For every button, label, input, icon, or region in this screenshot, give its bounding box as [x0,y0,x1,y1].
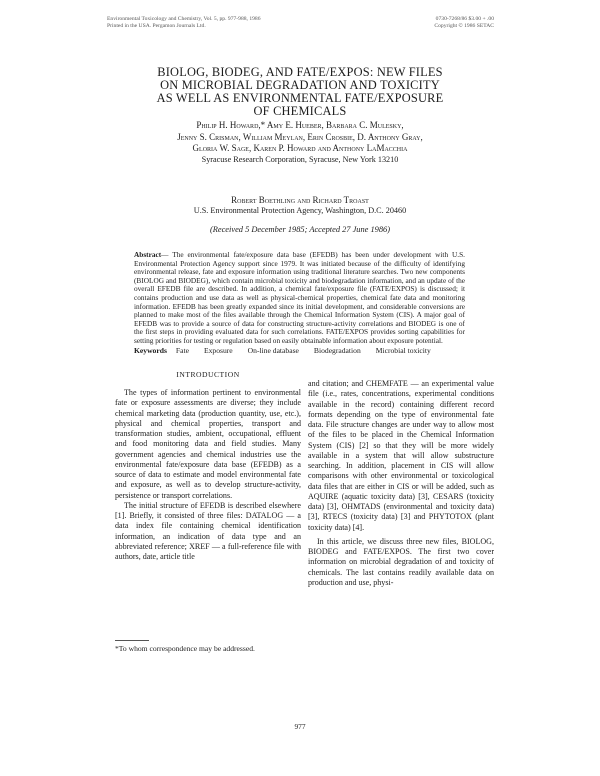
page-number: 977 [294,722,306,731]
keyword: Biodegradation [313,346,361,355]
paragraph: In this article, we discuss three new files, BIOLOG, BIODEG and FATE/EXPOS. The first two cover information on microbial degradation of and toxicity of chemicals. The last contains readily available data on production and use, physi- [308,536,494,587]
copyright: Copyright © 1986 SETAC [434,23,494,29]
keyword: Exposure [203,346,233,355]
title-line: ON MICROBIAL DEGRADATION AND TOXICITY [160,78,440,92]
journal-citation: Environmental Toxicology and Chemistry, Vol. 5, pp. 977-988, 1986 [107,16,261,22]
article-title [110,66,490,118]
footnote: *To whom correspondence may be addressed. [115,644,255,653]
author-line: Jenny S. Crisman, William Meylan, Erin Crosbie, D. Anthony Gray, [177,131,423,142]
abstract-label: Abstract [134,250,162,259]
section-heading: INTRODUCTION [176,370,240,379]
journal-header-left [107,16,261,30]
keyword: Microbial toxicity [375,346,431,355]
received-dates: (Received 5 December 1985; Accepted 27 June 1986) [209,225,391,234]
author-line: Gloria W. Sage, Karen P. Howard and Anthony LaMacchia [192,143,408,154]
keywords [134,346,431,355]
author-block-2 [110,195,490,215]
printed-in: Printed in the USA. Pergamon Journals Ltd. [107,23,206,29]
author-line: Robert Boethling and Richard Troast [231,195,369,205]
right-column [308,379,494,588]
title-line: OF CHEMICALS [253,104,347,118]
affiliation: U.S. Environmental Protection Agency, Washington, D.C. 20460 [193,206,407,215]
affiliation: Syracuse Research Corporation, Syracuse, New York 13210 [201,154,399,164]
journal-header-right [434,16,494,30]
keyword: On-line database [247,346,299,355]
title-line: BIOLOG, BIODEG, AND FATE/EXPOS: NEW FILES [157,65,443,79]
author-block [110,120,490,164]
author-line: Philip H. Howard,* Amy E. Hueber, Barbara C. Mulesky, [196,120,404,130]
footnote-rule [115,640,149,641]
paragraph: The types of information pertinent to environmental fate or exposure assessments are diverse; they include chemical marketing data (production quantity, use, etc.), physical and chemical properties, transport and transformation studies, ambient, occupational, effluent and food monitoring data and field studies. Many government agencies and chemical industries use the environmental fate/exposure data base (EFEDB) as a source of data to estimate and model environmental fate and exposure, as well as to develop structure-activity, persistence or transport correlations. [115,388,301,500]
abstract [134,251,465,346]
issn-price: 0730-7268/86 $3.00 + .00 [435,16,494,22]
keyword: Fate [175,346,189,355]
keywords-label: Keywords [134,346,167,355]
title-line: AS WELL AS ENVIRONMENTAL FATE/EXPOSURE [156,91,444,105]
left-column [115,388,301,562]
abstract-text: — The environmental fate/exposure data base (EFEDB) has been under development with U.S. Environmental Protection Agency support since 1979. It was initiated because of the difficulty of identifying environmental release, fate and exposure information using traditional literature searches. Two new components (BIOLOG and BIODEG), which contain microbial toxicity and biodegradation information, and an update of the overall EFEDB file are described. In addition, a chemical fate/exposure file (FATE/EXPOS) is discussed; it contains production and use data as well as physical-chemical properties, chemical fate data and monitoring information. EFEDB has been greatly expanded since its initial development, and considerable conversions are planned to make most of the files available through the Chemical Information System (CIS). A major goal of EFEDB was to provide a source of data for constructing structure-activity correlations and BIODEG is one of the first steps in providing evaluated data for such correlations. FATE/EXPOS provides sorting capabilities for setting priorities for testing or regulation based on easily obtainable information about exposure potential. [134,250,465,345]
paragraph: The initial structure of EFEDB is described elsewhere [1]. Briefly, it consisted of three files: DATALOG — a data index file containing chemical identification information, an indication of data type and an abbreviated reference; XREF — a full-reference file with authors, date, article title [115,500,301,561]
paragraph: and citation; and CHEMFATE — an experimental value file (i.e., rates, concentrations, experimental conditions available in the record) containing different record formats depending on the type of environmental fate data. File structure changes are under way to allow most of the files to be placed in the Chemical Information System (CIS) [2] so that they will be more widely available in a system that will allow substructure searching. In addition, placement in CIS will allow comparisons with other environmental or toxicological data files that are either in CIS or will be added, such as AQUIRE (aquatic toxicity data) [3], CESARS (toxicity data) [3], OHMTADS (environmental and toxicity data) [3], RTECS (toxicity data) [3] and PHYTOTOX (plant toxicity data) [4]. [308,379,494,532]
